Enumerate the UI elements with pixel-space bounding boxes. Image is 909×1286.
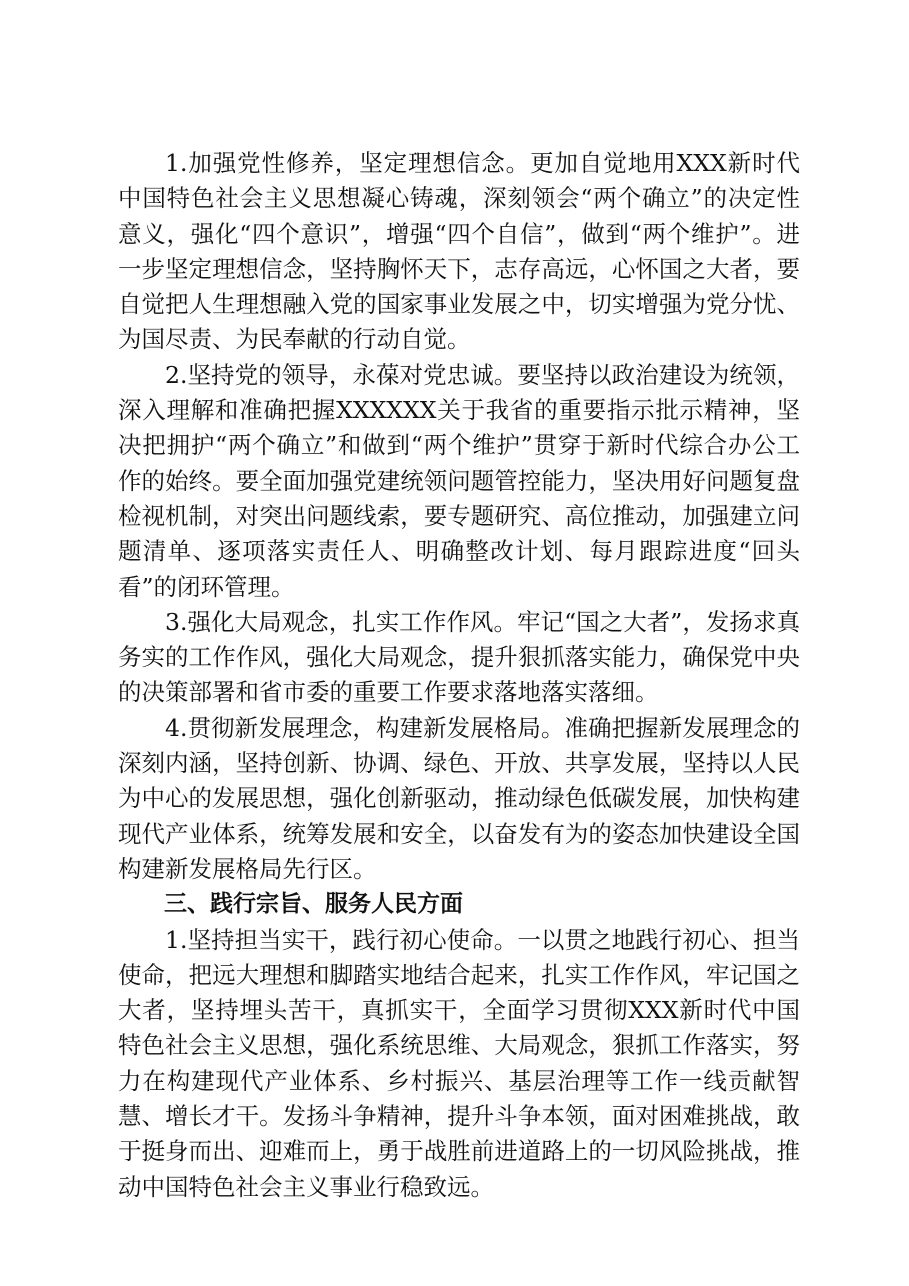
paragraph-strengthen-party-spirit: 1.加强党性修养，坚定理想信念。更加自觉地用XXX新时代中国特色社会主义思想凝心铸魂，深刻领会“两个确立”的决定性意义，强化“四个意识”，增强“四个自信”，做到“两个维护”。进一步坚定理想信念，坚持胸怀天下，志存高远，心怀国之大者，要自觉把人生理想融入党的国家事业发展之中，切实增强为党分忧、为国尽责、为民奉献的行动自觉。 bbox=[118, 149, 800, 354]
paragraph-uphold-party-leadership: 2.坚持党的领导，永葆对党忠诚。要坚持以政治建设为统领，深入理解和准确把握XXXXXX关于我省的重要指示批示精神，坚决把拥护“两个确立”和做到“两个维护”贯穿于新时代综合办公工作的始终。要全面加强党建统领问题管控能力，坚决用好问题复盘检视机制，对突出问题线索，要专题研究、高位推动，加强建立问题清单、逐项落实责任人、明确整改计划、每月跟踪进度“回头看”的闭环管理。 bbox=[118, 360, 800, 601]
paragraph-responsibility-and-mission: 1.坚持担当实干，践行初心使命。一以贯之地践行初心、担当使命，把远大理想和脚踏实地结合起来，扎实工作作风，牢记国之大者，坚持埋头苦干，真抓实干，全面学习贯彻XXX新时代中国特色社会主义思想，强化系统思维、大局观念，狠抓工作落实，努力在构建现代产业体系、乡村振兴、基层治理等工作一线贡献智慧、增长才干。发扬斗争精神，提升斗争本领，面对困难挑战，敢于挺身而出、迎难而上，勇于战胜前进道路上的一切风险挑战，推动中国特色社会主义事业行稳致远。 bbox=[118, 925, 800, 1201]
paragraph-new-development-concept: 4.贯彻新发展理念，构建新发展格局。准确把握新发展理念的深刻内涵，坚持创新、协调、绿色、开放、共享发展，坚持以人民为中心的发展思想，强化创新驱动，推动绿色低碳发展，加快构建现代产业体系，统筹发展和安全，以奋发有为的姿态加快建设全国构建新发展格局先行区。 bbox=[118, 713, 800, 883]
section-heading: 三、践行宗旨、服务人民方面 bbox=[164, 891, 463, 918]
document-body bbox=[118, 146, 800, 1205]
paragraph-overall-view: 3.强化大局观念，扎实工作作风。牢记“国之大者”，发扬求真务实的工作作风，强化大局观念，提升狠抓落实能力，确保党中央的决策部署和省市委的重要工作要求落地落实落细。 bbox=[118, 607, 800, 707]
